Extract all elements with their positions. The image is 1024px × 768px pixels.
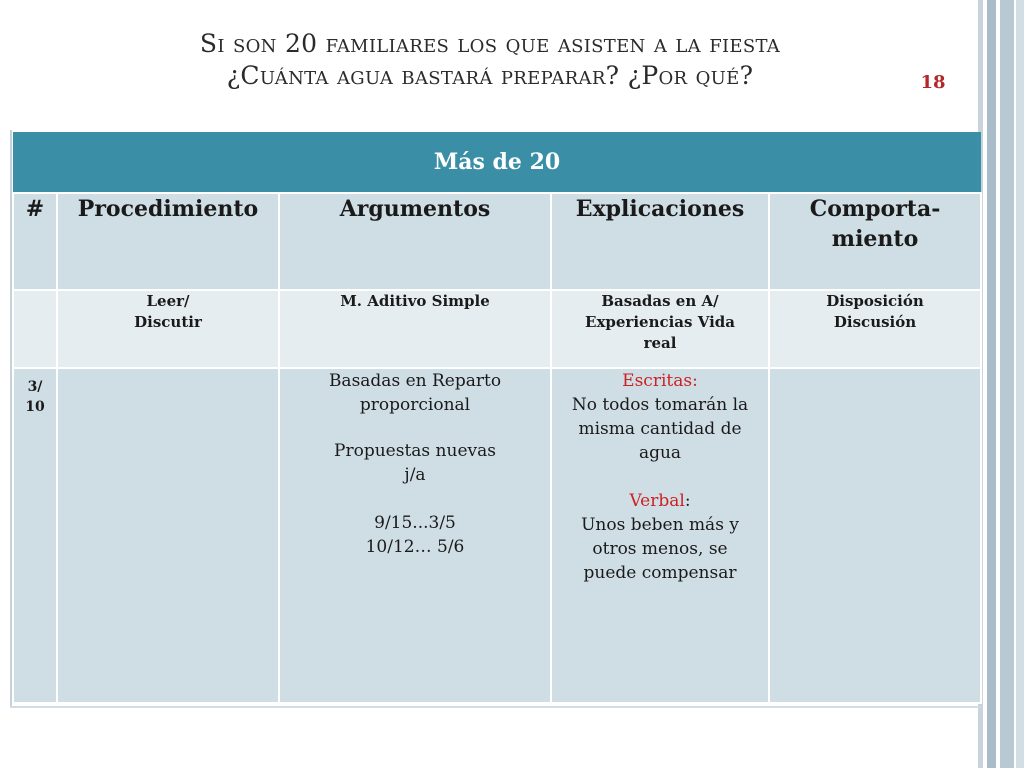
table-cell — [57, 290, 279, 368]
cell-line: otros menos, se — [592, 539, 728, 559]
decor-bar — [1000, 0, 1014, 768]
decor-bar — [1016, 0, 1024, 768]
table-cell-argumentos — [279, 368, 551, 703]
table-header-row — [13, 132, 981, 193]
table-row — [13, 290, 981, 368]
decor-bar — [987, 0, 996, 768]
table-header: Más de 20 — [13, 132, 981, 193]
slide-title-line: ¿Cuánta agua bastará preparar? ¿Por qué? — [226, 61, 754, 90]
cell-line: j/a — [404, 465, 426, 485]
slide-title — [0, 28, 980, 92]
table-cell — [769, 368, 981, 703]
frame-line — [10, 706, 980, 708]
table-cell: M. Aditivo Simple — [279, 290, 551, 368]
escritas-label: Escritas: — [622, 371, 698, 391]
table-row — [13, 368, 981, 703]
column-header-argumentos: Argumentos — [279, 193, 551, 290]
verbal-label: Verbal — [629, 491, 685, 511]
cell-line: agua — [638, 443, 682, 463]
cell-line: Discusión — [833, 313, 917, 331]
spacer — [280, 487, 550, 511]
column-header-explicaciones: Explicaciones — [551, 193, 769, 290]
cell-line: 10 — [25, 399, 45, 415]
column-header-row — [13, 193, 981, 290]
cell-line: Unos beben más y — [581, 515, 739, 535]
results-table — [12, 132, 982, 704]
cell-line: No todos tomarán la — [571, 395, 749, 415]
cell-line: Discutir — [134, 313, 202, 331]
column-header-line: Comporta- — [809, 196, 941, 222]
cell-line: Basadas en A/ — [601, 292, 719, 310]
cell-line: Disposición — [826, 292, 924, 310]
column-header-comportamiento — [769, 193, 981, 290]
spacer — [280, 417, 550, 439]
table-cell — [551, 290, 769, 368]
column-header-num: # — [13, 193, 57, 290]
verbal-colon: : — [684, 491, 691, 511]
slide-title-line: Si son 20 familiares los que asisten a la fiesta — [199, 29, 781, 58]
cell-line: 9/15...3/5 — [374, 513, 456, 533]
cell-line: real — [643, 334, 677, 352]
cell-line: misma cantidad de — [578, 419, 742, 439]
slide-number: 18 — [920, 72, 946, 93]
cell-line: Leer/ — [146, 292, 190, 310]
cell-line: puede compensar — [583, 563, 737, 583]
cell-line: 10/12… 5/6 — [365, 537, 465, 557]
column-header-line: miento — [831, 226, 919, 252]
table-cell — [57, 368, 279, 703]
table-cell-num — [13, 368, 57, 703]
cell-line: 3/ — [27, 379, 43, 395]
verbal-line — [552, 489, 768, 513]
column-header-procedimiento: Procedimiento — [57, 193, 279, 290]
cell-line: Basadas en Reparto — [328, 371, 502, 391]
cell-line: proporcional — [359, 395, 471, 415]
spacer — [552, 465, 768, 489]
table-cell — [13, 290, 57, 368]
cell-line: Propuestas nuevas — [334, 441, 496, 461]
table-cell — [769, 290, 981, 368]
table-cell-explicaciones — [551, 368, 769, 703]
cell-line: Experiencias Vida — [585, 313, 735, 331]
